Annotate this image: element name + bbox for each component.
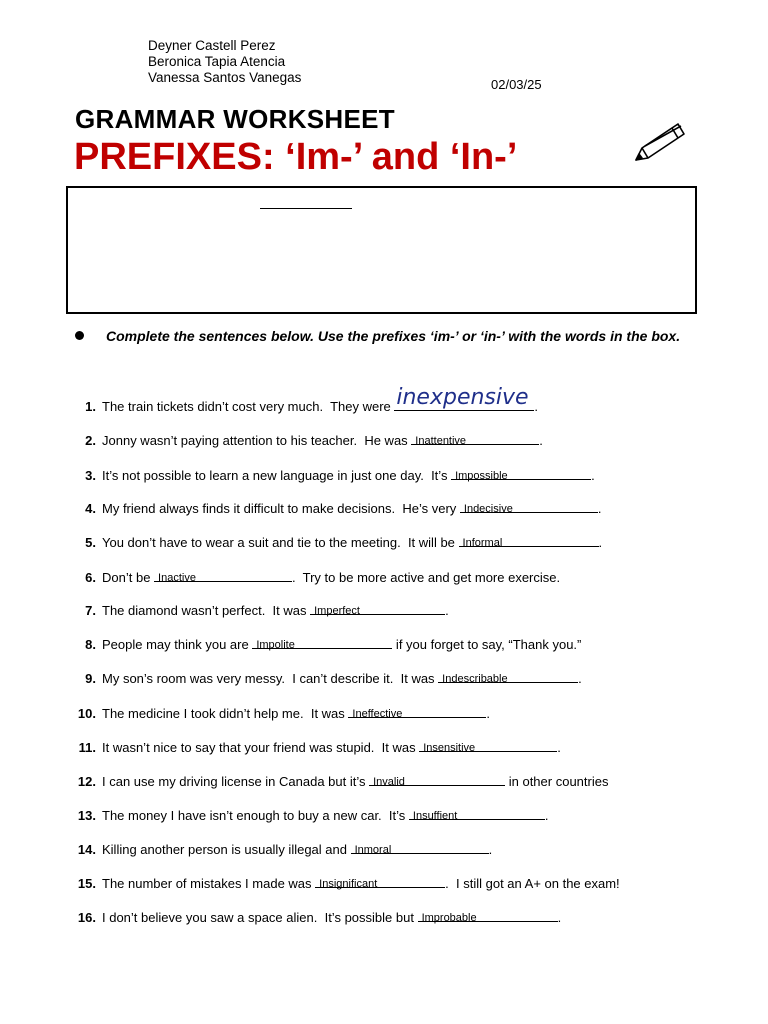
pencil-icon [630,118,690,166]
question-text-end: . [557,910,562,925]
question-number: 5. [85,535,96,550]
worksheet-title: GRAMMAR WORKSHEET [75,104,395,134]
question-text-end: . [597,501,602,516]
question-row [70,498,602,516]
question-number: 4. [85,501,96,516]
answer-blank[interactable] [438,668,578,683]
question-text: My son’s room was very messy. I can’t describe it. It was [102,671,439,686]
answer-text: Imperfect [314,605,360,617]
answer-blank[interactable] [369,771,505,786]
answer-blank[interactable] [409,805,545,820]
question-text: The number of mistakes I made was [102,876,316,891]
word-box [66,186,697,314]
question-row [70,567,560,585]
answer-text: Inattentive [415,435,467,447]
question-number: 8. [85,637,96,652]
answer-blank[interactable] [315,873,445,888]
question-text-end: . [445,603,449,618]
question-row [70,668,582,686]
answer-text: Indecisive [463,503,513,515]
answer-text: Inactive [158,572,196,584]
question-number: 10. [77,706,96,721]
question-row [70,532,602,550]
answer-text: Insignificant [319,878,378,890]
question-number: 12. [77,774,96,789]
question-text-end: in other countries [505,774,609,789]
question-text: It’s not possible to learn a new language in just one day. It’s [102,468,452,483]
question-text-end: . [557,740,561,755]
worksheet-subtitle: PREFIXES: ‘Im-’ and ‘In-’ [74,136,518,178]
answer-blank[interactable] [310,600,445,615]
question-text-end: . [534,399,538,414]
question-text-end: . [544,808,549,823]
question-text: I can use my driving license in Canada but it’s [102,774,370,789]
instructions-text: Complete the sentences below. Use the prefixes ‘im-’ or ‘in-’ with the words in the box. [106,328,681,344]
question-row [70,430,543,448]
instructions [75,326,695,347]
answer-blank[interactable] [348,703,486,718]
answer-text: Insuffient [412,810,458,822]
question-number: 15. [77,876,96,891]
answer-text: Impolite [256,639,295,651]
question-row [70,634,581,652]
answer-blank[interactable] [351,839,489,854]
question-row [70,600,449,618]
answer-blank[interactable] [451,465,591,480]
student-names [148,38,301,86]
answer-text: Impossible [455,470,508,482]
question-text-end: . [578,671,582,686]
question-number: 7. [85,603,96,618]
question-text: It wasn’t nice to say that your friend was stupid. It was [102,740,420,755]
student-name: Deyner Castell Perez [148,38,276,53]
question-text: Killing another person is usually illegal and [102,842,351,857]
answer-blank[interactable] [252,634,392,649]
question-number: 1. [85,399,96,414]
question-row [70,873,620,891]
question-number: 16. [77,910,96,925]
answer-text: Insensitive [423,742,476,754]
question-text: I don’t believe you saw a space alien. It’s possible but [102,910,418,925]
question-text: The money I have isn’t enough to buy a new car. It’s [102,808,409,823]
question-number: 2. [85,433,96,448]
question-row [70,839,492,857]
answer-blank[interactable] [459,532,599,547]
question-text: The medicine I took didn’t help me. It was [102,706,349,721]
question-row [70,465,595,483]
question-row [70,771,608,789]
question-text-end: . Try to be more active and get more exercise. [292,570,561,585]
answer-text: Indescribable [442,673,508,685]
question-text: My friend always finds it difficult to make decisions. He’s very [102,501,460,516]
date: 02/03/25 [491,77,542,92]
answer-blank[interactable] [418,907,558,922]
question-text-end: . [598,535,603,550]
question-text: The diamond wasn’t perfect. It was [102,603,311,618]
answer-text: Inmoral [354,844,392,856]
question-number: 13. [77,808,96,823]
answer-text: inexpensive [396,385,529,410]
answer-text: Informal [462,537,503,549]
question-row [70,805,549,823]
question-text-end: . [591,468,595,483]
question-number: 3. [85,468,96,483]
question-number: 9. [85,671,96,686]
answer-blank[interactable] [460,498,598,513]
question-text-end: . I still got an A+ on the exam! [445,876,620,891]
question-number: 6. [85,570,96,585]
question-row [70,907,561,925]
box-underline [260,208,352,209]
question-text: Don’t be [102,570,155,585]
student-name: Beronica Tapia Atencia [148,54,286,69]
question-text-end: . [486,706,491,721]
question-number: 14. [77,842,96,857]
answer-blank[interactable] [154,567,292,582]
question-text: The train tickets didn’t cost very much. They were [102,399,395,414]
question-text: People may think you are [102,637,253,652]
question-row [70,385,538,414]
student-name: Vanessa Santos Vanegas [148,70,302,85]
question-text: Jonny wasn’t paying attention to his teacher. He was [102,433,412,448]
question-text-end: . [488,842,493,857]
answer-blank[interactable] [394,385,534,411]
question-row [70,737,561,755]
answer-text: Ineffective [352,708,403,720]
question-row [70,703,490,721]
question-text-end: . [539,433,543,448]
answer-blank[interactable] [411,430,539,445]
answer-text: Invalid [373,776,405,788]
question-text: You don’t have to wear a suit and tie to the meeting. It will be [102,535,459,550]
question-text-end: if you forget to say, “Thank you.” [392,637,582,652]
question-number: 11. [78,740,96,755]
bullet [75,331,84,340]
answer-text: Improbable [421,912,477,924]
answer-blank[interactable] [419,737,557,752]
